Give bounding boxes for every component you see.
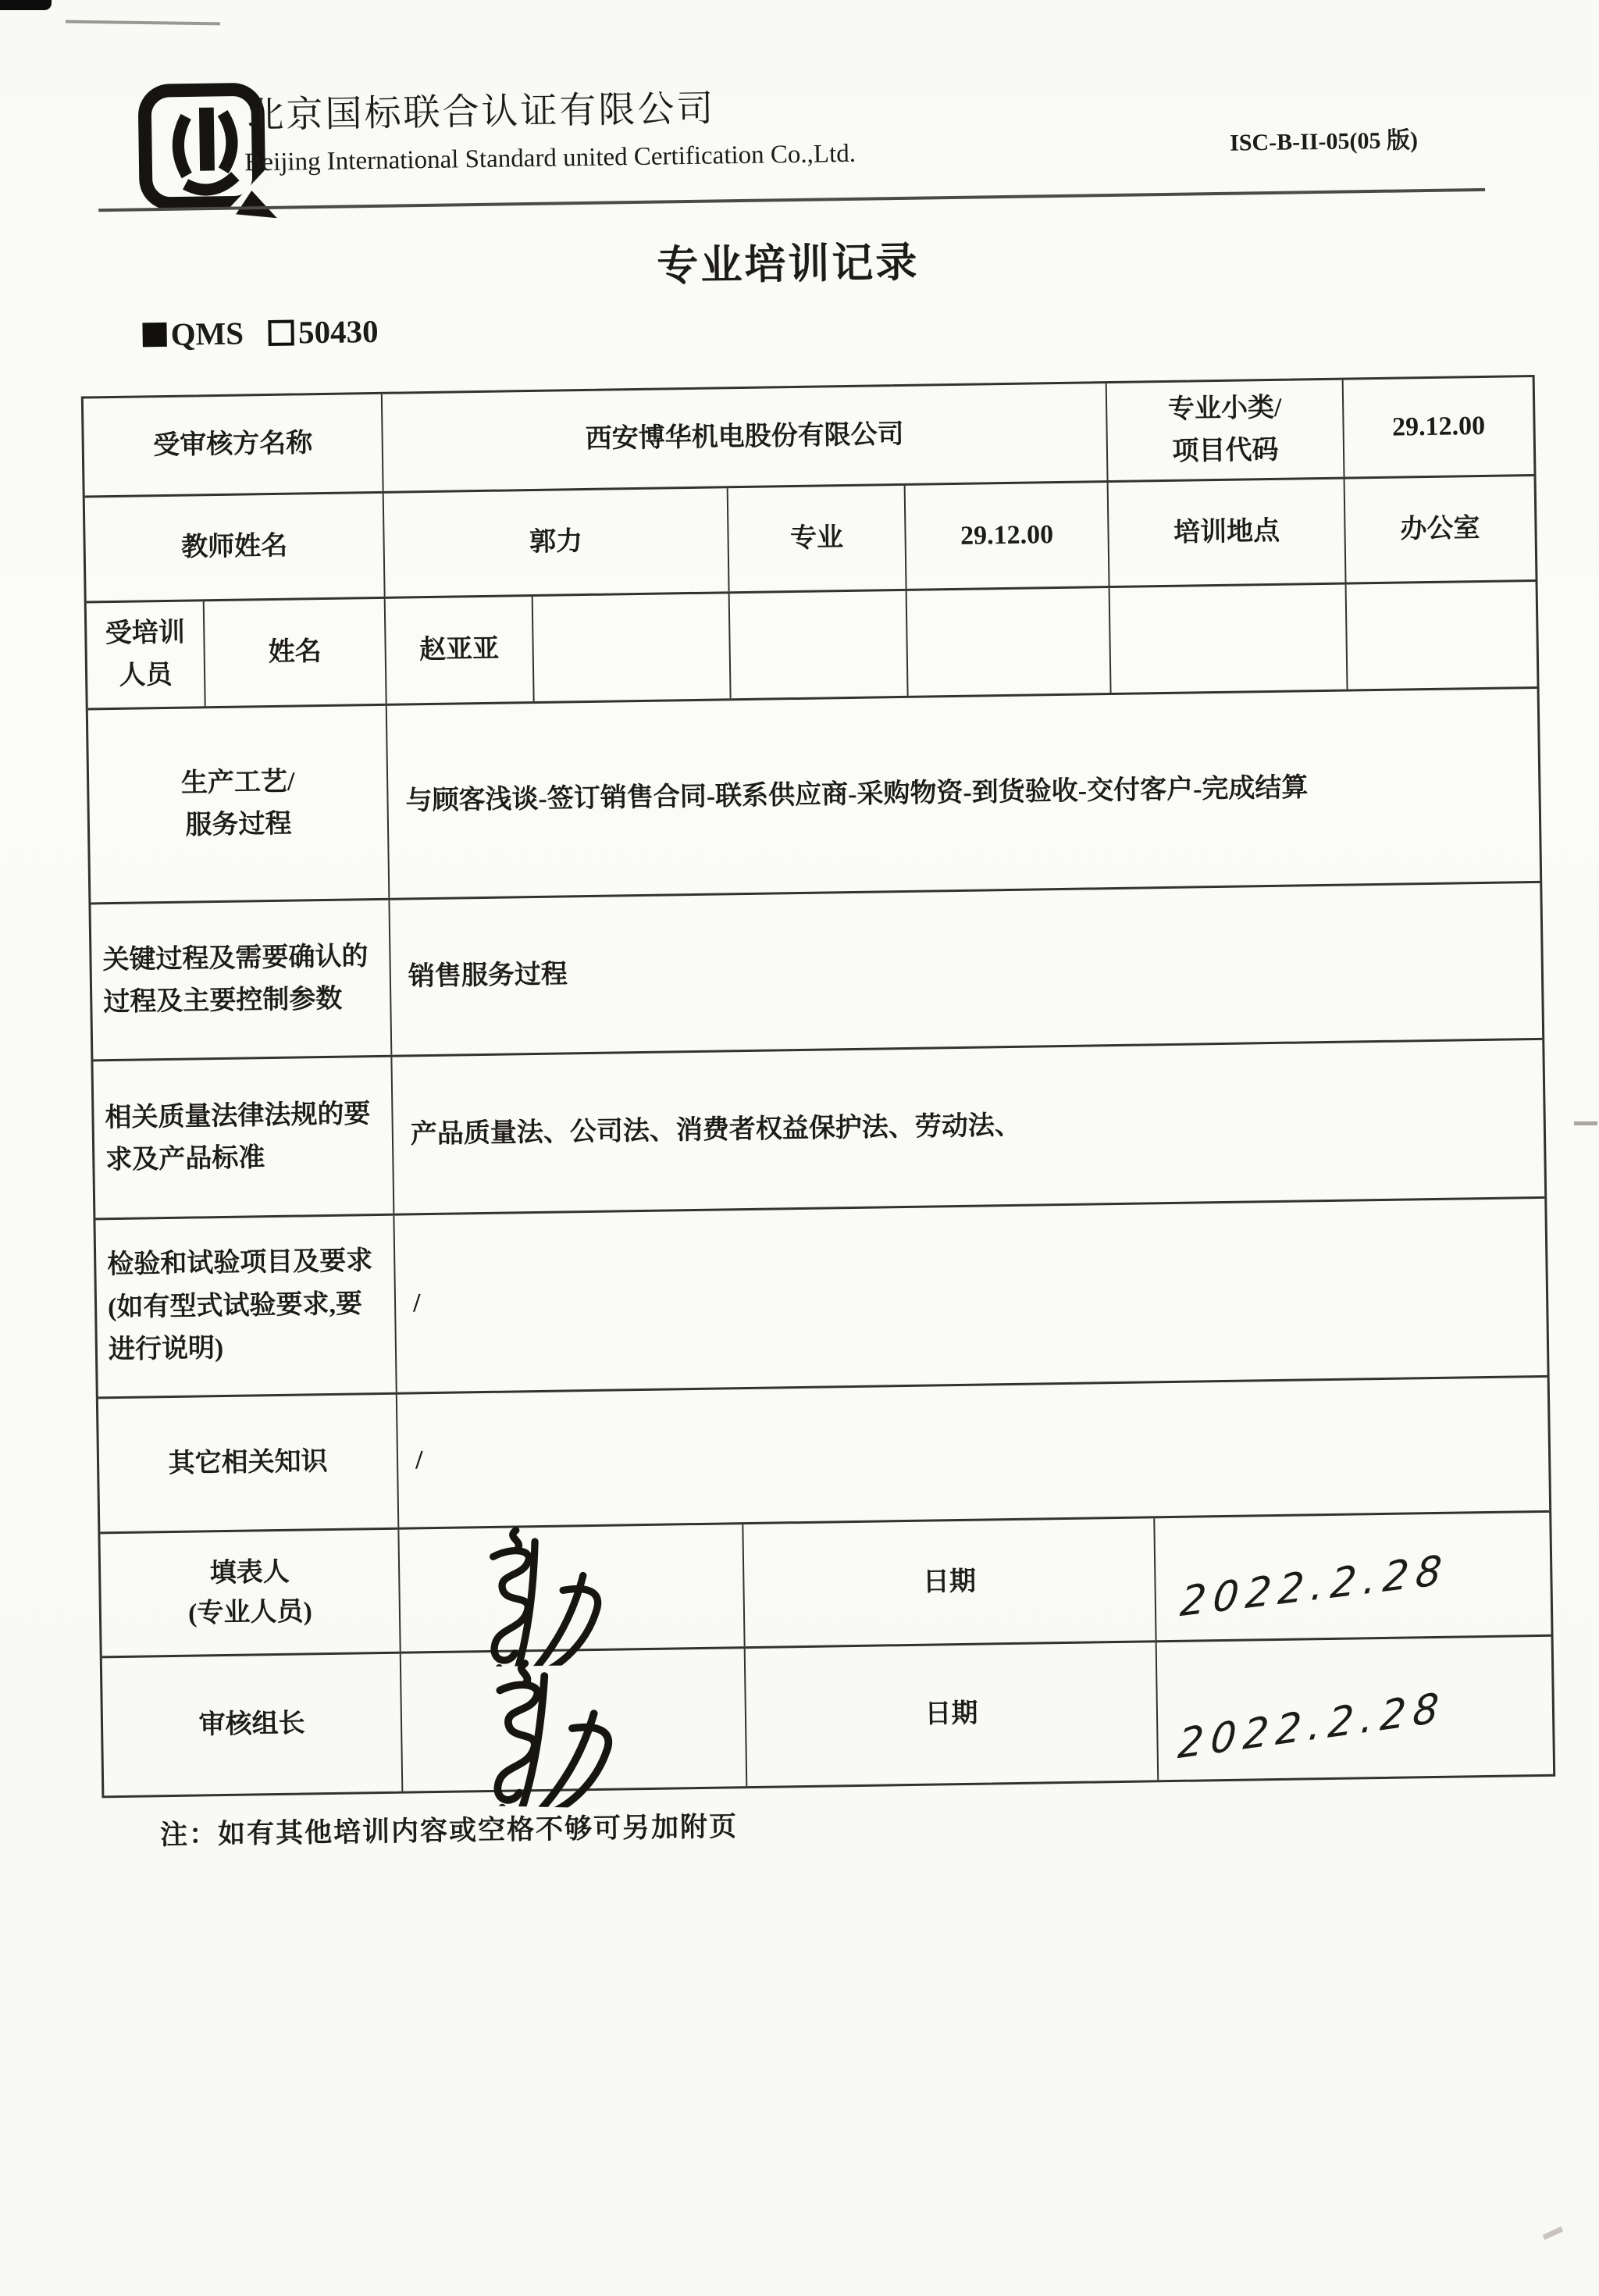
row-filler (100, 1513, 1551, 1659)
trainee-name-cell (1110, 585, 1348, 693)
trainee-name-cell (1347, 582, 1537, 690)
row-inspection (95, 1199, 1547, 1399)
company-name-chinese: 北京国标联合认证有限公司 (247, 88, 716, 137)
inspection-value: / (412, 1289, 421, 1318)
signature-guoli (449, 1520, 631, 1667)
leader-date-handwritten: 2022.2.28 (1176, 1684, 1448, 1769)
trainee-group-label: 受培训 人员 (87, 601, 206, 708)
auditee-label: 受审核方名称 (84, 394, 384, 496)
scheme-checkboxes (142, 312, 379, 353)
row-other-knowledge (98, 1378, 1549, 1535)
leader-label: 审核组长 (102, 1654, 404, 1796)
footer-note: 注：如有其他培训内容或空格不够可另加附页 (159, 1811, 739, 1851)
process-value: 与顾客浅谈-签订销售合同-联系供应商-采购物资-到货验收-交付客户-完成结算 (405, 773, 1309, 816)
row-key-process (91, 883, 1542, 1062)
company-name-english: Beijing International Standard united Certification Co.,Ltd. (244, 139, 856, 177)
code-label: 50430 (297, 312, 379, 351)
leader-signature-cell (401, 1649, 748, 1792)
regulations-value: 产品质量法、公司法、消费者权益保护法、劳动法、 (410, 1111, 1022, 1150)
other-knowledge-label: 其它相关知识 (98, 1395, 399, 1532)
process-label: 生产工艺/ 服务过程 (88, 706, 390, 903)
qms-checkbox-checked-icon (142, 322, 166, 346)
location-value: 办公室 (1400, 513, 1480, 544)
major-value: 29.12.00 (906, 483, 1110, 589)
signature-guoli (450, 1652, 645, 1809)
training-record-table (81, 375, 1555, 1798)
row-regulations (93, 1040, 1544, 1221)
qms-label: QMS (170, 315, 244, 352)
filler-label: 填表人 (专业人员) (100, 1530, 401, 1656)
filler-date-handwritten: 2022.2.28 (1178, 1546, 1451, 1627)
trainee-name-label: 姓名 (205, 599, 387, 706)
major-label: 专业 (728, 486, 907, 591)
auditee-value: 西安博华机电股份有限公司 (383, 383, 1109, 491)
scan-edge-artifact (0, 0, 52, 10)
row-trainees (87, 582, 1537, 711)
category-value: 29.12.00 (1391, 411, 1486, 442)
header-divider (98, 188, 1485, 212)
trainee-name-cell (533, 594, 732, 701)
teacher-value: 郭力 (384, 488, 730, 597)
inspection-label: 检验和试验项目及要求 (如有型式试验要求,要 进行说明) (95, 1216, 397, 1397)
filler-date-label: 日期 (743, 1518, 1156, 1646)
location-label: 培训地点 (1109, 480, 1347, 586)
row-leader (102, 1637, 1553, 1796)
document-code: ISC-B-II-05(05 版) (1229, 127, 1419, 156)
code-checkbox-unchecked-icon (269, 319, 294, 345)
filler-date-cell (1155, 1513, 1551, 1640)
filler-signature-cell (399, 1524, 745, 1652)
other-knowledge-value: / (415, 1446, 423, 1475)
teacher-label: 教师姓名 (85, 494, 386, 601)
leader-date-label: 日期 (746, 1642, 1159, 1786)
category-label: 专业小类/ 项目代码 (1107, 380, 1345, 480)
regulations-label: 相关质量法律法规的要 求及产品标准 (93, 1057, 394, 1218)
key-process-label: 关键过程及需要确认的 过程及主要控制参数 (91, 900, 392, 1060)
trainee-name-cell (907, 588, 1112, 696)
trainee-name-cell: 赵亚亚 (386, 597, 535, 704)
trainee-name-cell (730, 591, 909, 698)
key-process-value: 销售服务过程 (408, 960, 568, 992)
page-title: 专业培训记录 (656, 240, 920, 290)
leader-date-cell (1157, 1637, 1554, 1780)
row-process (88, 689, 1540, 905)
